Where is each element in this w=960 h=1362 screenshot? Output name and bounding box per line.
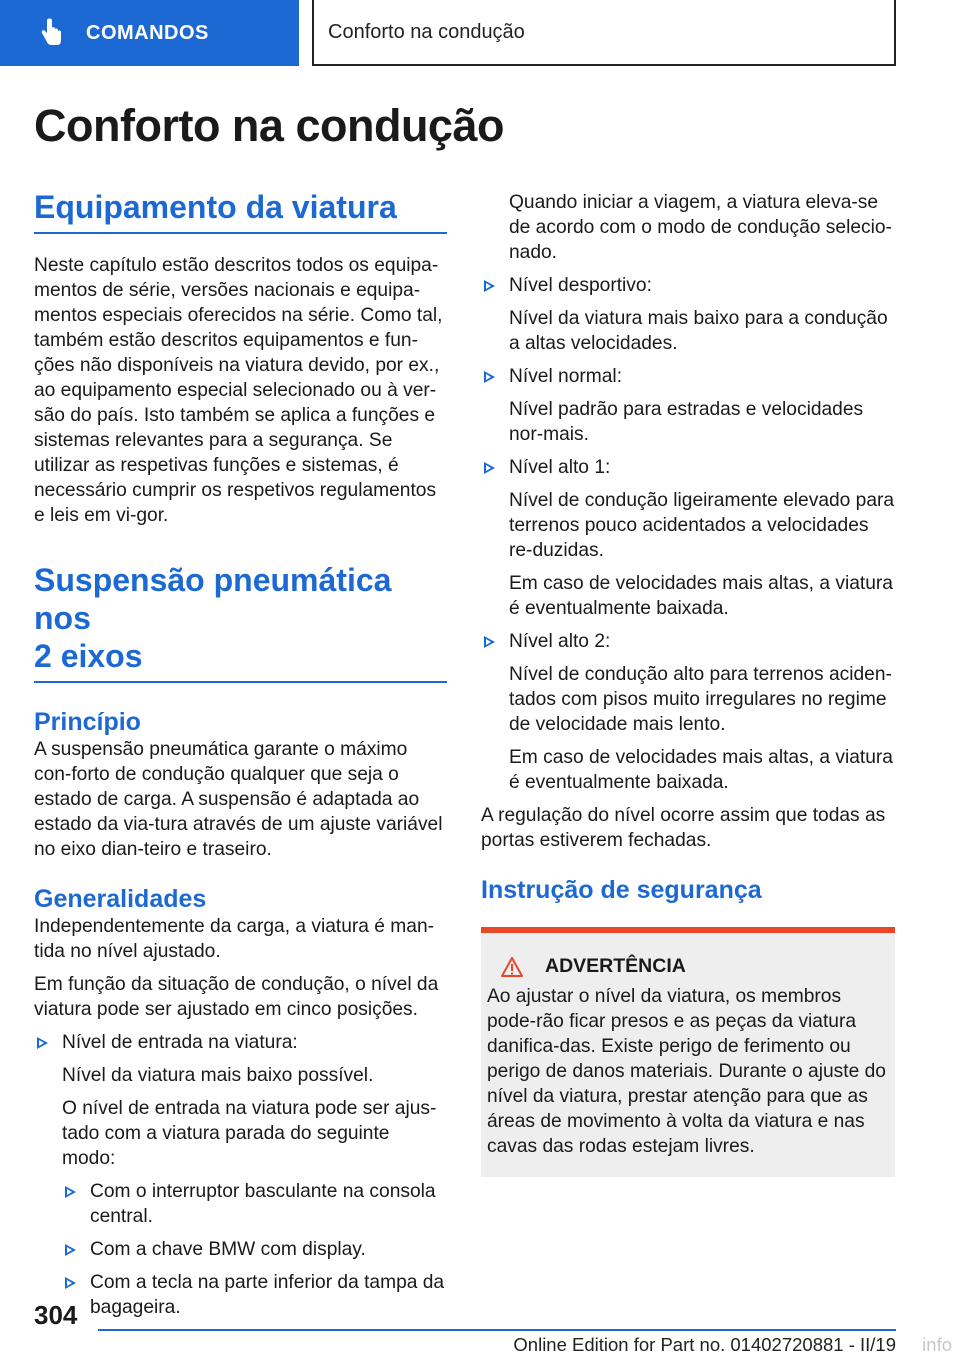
warning-box (481, 927, 895, 1177)
equip-paragraph: Neste capítulo estão descritos todos os equipa-mentos de série, versões nacionais e equipa-mentos especiais oferecidos na série. Como tal, também estão descritos equipamentos e fun-ções não disponíveis na viatura devido, por ex., ao equipamento especial selecionado ou à ver-são do país. Isto também se aplica a funções e sistemas relevantes para a segurança. Se utilizar as respetivas funções e sistemas, é necessário cumprir os respetivos regulamentos e leis em vi-gor. (34, 255, 443, 526)
section-tab[interactable] (0, 0, 299, 66)
equip-heading: Equipamento da viatura (34, 188, 447, 234)
sub-list-item: Com o interruptor basculante na consola central. (62, 1179, 447, 1229)
page-number: 304 (34, 1300, 78, 1330)
high-1-text-2: Em caso de velocidades mais altas, a viatura é eventualmente baixada. (509, 573, 893, 619)
watermark: info (922, 1334, 952, 1355)
edition-note: Online Edition for Part no. 01402720881 - II/19 (513, 1334, 896, 1355)
chapter-label: Conforto na condução (328, 20, 525, 43)
high-2-label: Nível alto 2: (509, 631, 611, 652)
suspension-heading-line-1: Suspensão pneumática nos (34, 562, 392, 636)
warning-header (487, 955, 887, 978)
safety-heading: Instrução de segurança (481, 876, 762, 904)
left-column (34, 188, 447, 1320)
entry-level-text-1: Nível da viatura mais baixo possível. (62, 1065, 374, 1086)
list-item-high-1 (481, 455, 895, 621)
list-item-high-2 (481, 629, 895, 795)
high-1-label: Nível alto 1: (509, 457, 611, 478)
suspension-heading-line-2: 2 eixos (34, 638, 143, 674)
list-item-entry-level (34, 1030, 447, 1320)
high-2-text-2: Em caso de velocidades mais altas, a viatura é eventualmente baixada. (509, 747, 893, 793)
suspension-heading (34, 561, 447, 683)
warning-triangle-icon (501, 956, 523, 978)
sub-list-item: Com a chave BMW com display. (62, 1237, 447, 1262)
warning-text: Ao ajustar o nível da viatura, os membros pode-rão ficar presos e as peças da viatura danifica-das. Existe perigo de ferimento ou perigo de danos materiais. Durante o ajuste do nível da viatura, prestar atenção para que as áreas de movimento à volta da viatura e nas cavas das rodas estejam livres. (487, 986, 886, 1157)
sport-label: Nível desportivo: (509, 275, 652, 296)
footer-rule (98, 1329, 896, 1331)
continued-text: Quando iniciar a viagem, a viatura eleva-se de acordo com o modo de condução selecio-nado. (509, 192, 892, 263)
sub-list-item: Com a tecla na parte inferior da tampa da bagageira. (62, 1270, 447, 1320)
section-tab-label: COMANDOS (86, 21, 209, 44)
hand-pointer-icon (36, 18, 66, 48)
list-item-normal (481, 364, 895, 447)
warning-title: ADVERTÊNCIA (545, 955, 686, 977)
general-paragraph-1: Independentemente da carga, a viatura é man-tida no nível ajustado. (34, 916, 435, 962)
principio-heading: Princípio (34, 708, 141, 736)
general-paragraph-2: Em função da situação de condução, o nível da viatura pode ser ajustado em cinco posições. (34, 974, 439, 1020)
normal-label: Nível normal: (509, 366, 623, 387)
high-1-text-1: Nível de condução ligeiramente elevado para terrenos pouco acidentados a velocidades re-duzidas. (509, 490, 895, 561)
general-heading: Generalidades (34, 885, 207, 913)
normal-text: Nível padrão para estradas e velocidades nor-mais. (509, 399, 864, 445)
chapter-breadcrumb (312, 0, 896, 66)
principio-paragraph: A suspensão pneumática garante o máximo con-forto de condução qualquer que seja o estado de carga. A suspensão é adaptada ao estado da via-tura através de um ajuste variável no eixo dian-teiro e traseiro. (34, 739, 443, 860)
entry-level-text-2: O nível de entrada na viatura pode ser ajus-tado com a viatura parada do seguinte modo: (62, 1098, 437, 1169)
list-item-sport (481, 273, 895, 356)
right-column (481, 190, 895, 1177)
page-title: Conforto na condução (34, 100, 504, 151)
high-2-text-1: Nível de condução alto para terrenos aciden-tados com pisos muito irregulares no regime de velocidade mais lento. (509, 664, 892, 735)
sport-text: Nível da viatura mais baixo para a condução a altas velocidades. (509, 308, 888, 354)
regulation-paragraph: A regulação do nível ocorre assim que todas as portas estiverem fechadas. (481, 805, 886, 851)
entry-level-label: Nível de entrada na viatura: (62, 1032, 298, 1053)
